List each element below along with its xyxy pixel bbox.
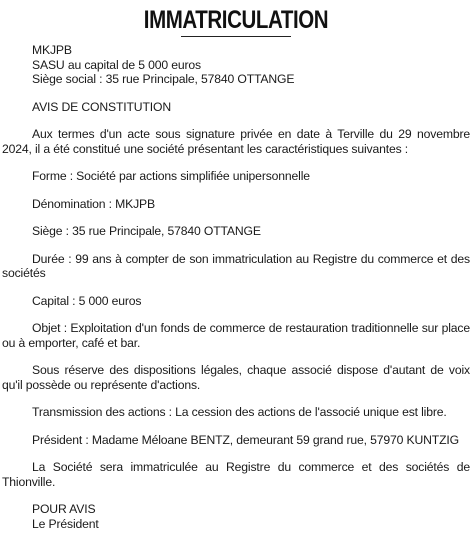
paragraph-seat: Siège : 35 rue Principale, 57840 OTTANGE [32,224,261,238]
paragraph-registration: La Société sera immatriculée au Registre du commerce et des sociétés de Thionville. [2,460,470,489]
page-title: IMMATRICULATION [143,6,329,34]
notice-title: AVIS DE CONSTITUTION [32,99,171,114]
paragraph-intro: Aux termes d'un acte sous signature privée en date à Terville du 29 novembre 2024, il a été constitué une société présentant les caractéristiques suivantes : [2,127,470,156]
company-capital: SASU au capital de 5 000 euros [32,57,201,72]
company-name: MKJPB [32,43,72,57]
paragraph-duration: Durée : 99 ans à compter de son immatriculation au Registre du commerce et des sociétés [2,251,470,280]
paragraph-purpose: Objet : Exploitation d'un fonds de commerce de restauration traditionnelle sur place ou à emporter, café et bar. [2,321,470,350]
company-header [2,43,470,87]
signature-line-1: POUR AVIS [32,502,96,516]
paragraph-capital: Capital : 5 000 euros [32,293,142,308]
paragraph-voting: Sous réserve des dispositions légales, chaque associé dispose d'autant de voix qu'il possède ou représente d'actions. [2,363,470,392]
paragraph-form: Forme : Société par actions simplifiée unipersonnelle [32,169,310,183]
signature-block [2,502,470,531]
paragraph-president: Président : Madame Méloane BENTZ, demeurant 59 grand rue, 57970 KUNTZIG [32,432,459,447]
company-seat: Siège social : 35 rue Principale, 57840 OTTANGE [32,72,295,86]
title-underline [181,36,291,37]
paragraph-transfer: Transmission des actions : La cession des actions de l'associé unique est libre. [32,405,447,419]
paragraph-name: Dénomination : MKJPB [32,196,155,211]
notice-body [2,43,470,531]
signature-line-2: Le Président [32,516,99,531]
